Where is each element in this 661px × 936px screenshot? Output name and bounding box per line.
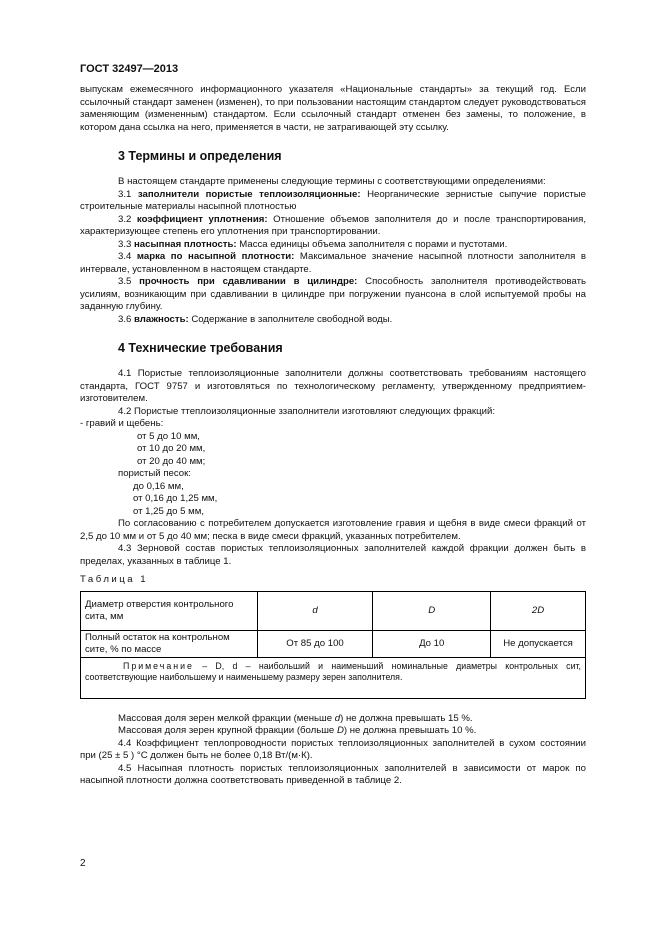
table-cell: Полный остаток на контрольном сите, % по массе <box>81 630 258 657</box>
document-code-header: ГОСТ 32497—2013 <box>80 63 179 75</box>
paragraph-4-4: 4.4 Коэффициент теплопроводности пористых теплоизоляционных заполнителей в сухом состоянии при (25 ± 5 ) °С должен быть не более 0,18 Вт/(м·К). <box>80 737 586 761</box>
table-header-cell: Диаметр отверстия контрольного сита, мм <box>81 591 258 630</box>
paragraph-4-5: 4.5 Насыпная плотность пористых теплоизоляционных заполнителей в зависимости от марок по насыпной плотности должна соответствовать приведенной в таблице 2. <box>80 762 586 786</box>
mix-paragraph: По согласованию с потребителем допускается изготовление гравия и щебня в виде смеси фракций от 2,5 до 10 мм и от 5 до 40 мм; песка в виде смеси фракций, указанных потребителем. <box>80 518 586 542</box>
section-3-title: 3 Термины и определения <box>118 149 282 163</box>
intro-paragraph: выпускам ежемесячного информационного указателя «Национальные стандарты» за текущий год. Если ссылочный стандарт заменен (изменен), то при пользовании настоящим стандартом следует руководствоваться заменяющим (измененным) стандартом. Если ссылочный стандарт отменен без замены, то положение, в котором дана ссылка на него, применяется в части, не затрагивающей эту ссылку. <box>80 84 586 133</box>
gravel-fraction: от 20 до 40 мм; <box>137 455 206 467</box>
term-3-1: 3.1 заполнители пористые теплоизоляционные: Неорганические зернистые сыпучие пористые строительные материалы насыпной плотностью <box>80 188 586 212</box>
gravel-label: - гравий и щебень: <box>80 418 164 429</box>
section-3-intro: В настоящем стандарте применены следующие термины с соответствующими определениями: <box>118 176 546 187</box>
paragraph-4-1: 4.1 Пористые теплоизоляционные заполнители должны соответствовать требованиям настоящего стандарта, ГОСТ 9757 и изготовляться по технологическому регламенту, утвержденному предприятием-изготовителем. <box>80 368 586 404</box>
table-note: Примечание – D, d – наибольший и наименьший номинальные диаметры контрольных сит, соответствующие наибольшему и наименьшему размеру зерен заполнителя. <box>81 657 586 698</box>
table-cell: От 85 до 100 <box>257 630 373 657</box>
page-number: 2 <box>80 858 86 869</box>
table-header-row <box>81 591 586 630</box>
table-header-cell: d <box>257 591 373 630</box>
table-row <box>81 630 586 657</box>
table-cell: Не допускается <box>491 630 586 657</box>
coarse-fraction-paragraph: Массовая доля зерен крупной фракции (больше D) не должна превышать 10 %. <box>118 725 477 736</box>
section-4-title: 4 Технические требования <box>118 341 283 355</box>
paragraph-4-3: 4.3 Зерновой состав пористых теплоизоляционных заполнителей каждой фракции должен быть в пределах, указанных в таблице 1. <box>80 543 586 567</box>
term-3-3: 3.3 насыпная плотность: Масса единицы объема заполнителя с порами и пустотами. <box>118 238 508 250</box>
paragraph-4-2: 4.2 Пористые ттеплоизоляционные ззаполнители изготовляют следующих фракций: <box>118 405 496 417</box>
term-3-4: 3.4 марка по насыпной плотности: Максимальное значение насыпной плотности заполнителя в интервале, установленном в настоящем стандарте. <box>80 251 586 275</box>
table-note-row <box>81 657 586 698</box>
sand-fraction: до 0,16 мм, <box>133 480 184 492</box>
sand-label: пористый песок: <box>118 468 191 479</box>
page-content <box>80 84 586 788</box>
table-header-cell: 2D <box>491 591 586 630</box>
term-3-2: 3.2 коэффициент уплотнения: Отношение объемов заполнителя до и после транспортирования, характеризующее степень его уплотнения при транспортировании. <box>80 213 586 237</box>
gravel-fraction: от 10 до 20 мм, <box>137 443 206 454</box>
fine-fraction-paragraph: Массовая доля зерен мелкой фракции (меньше d) не должна превышать 15 %. <box>118 712 473 724</box>
term-3-6: 3.6 влажность: Содержание в заполнителе свободной воды. <box>118 313 393 325</box>
gravel-fraction: от 5 до 10 мм, <box>137 430 200 442</box>
sand-fraction: от 0,16 до 1,25 мм, <box>133 493 218 504</box>
term-3-5: 3.5 прочность при сдавливании в цилиндре: Способность заполнителя противодействовать усилиям, возникающим при сдавливании в цилиндре при погружении пуансона в слой испытуемой пробы на заданную глубину. <box>80 276 586 312</box>
table-1-caption: Таблица 1 <box>80 574 149 585</box>
sand-fraction: от 1,25 до 5 мм, <box>133 505 204 517</box>
table-1 <box>80 591 586 699</box>
table-cell: До 10 <box>373 630 491 657</box>
table-header-cell: D <box>373 591 491 630</box>
